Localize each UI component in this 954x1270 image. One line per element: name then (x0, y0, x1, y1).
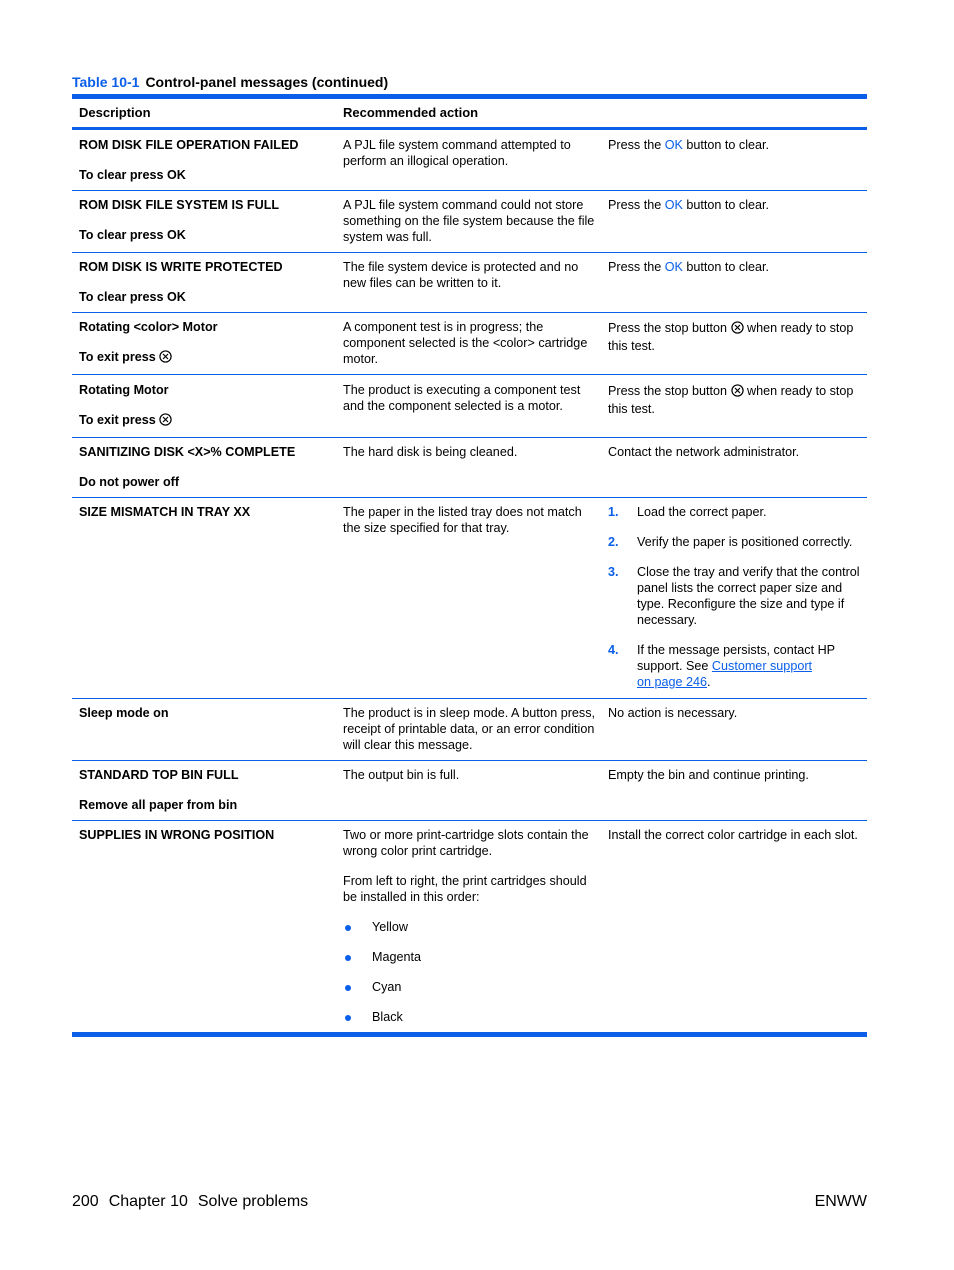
table-row (72, 497, 867, 699)
list-item: Magenta (343, 949, 599, 965)
action-cell: Press the stop button when ready to stop this test. (608, 321, 854, 353)
table-caption (72, 74, 388, 90)
explanation-cell: A PJL file system command could not store something on the file system because the file system was full. (343, 198, 595, 244)
table-row (72, 760, 867, 821)
list-item: 2. Verify the paper is positioned correctly. (608, 535, 853, 549)
message-subtext: To exit press (79, 412, 337, 428)
table-top-rule (72, 94, 867, 99)
list-item: Black (343, 1009, 599, 1025)
table-title: Control-panel messages (continued) (145, 74, 389, 90)
description-cell (79, 137, 337, 183)
message-subtext: Remove all paper from bin (79, 798, 238, 812)
message-subtext: To clear press OK (79, 168, 186, 182)
action-cell (608, 504, 864, 704)
description-cell (79, 197, 337, 243)
table-row (72, 820, 867, 1032)
action-cell: Contact the network administrator. (608, 445, 800, 459)
section-label: Solve problems (197, 1193, 309, 1210)
footer-code: ENWW (814, 1193, 867, 1210)
table-number: Table 10-1 (72, 74, 140, 90)
message-text: SANITIZING DISK <X>% COMPLETE (79, 445, 296, 459)
table-row (72, 252, 867, 313)
customer-support-link[interactable]: Customer support (711, 659, 813, 673)
description-cell (79, 444, 337, 490)
ok-button-label: OK (664, 198, 683, 212)
explanation-cell: The file system device is protected and no new files can be written to it. (343, 260, 579, 290)
cartridge-order-list (343, 919, 599, 1025)
message-text: SIZE MISMATCH IN TRAY XX (79, 505, 251, 519)
stop-button-icon (159, 350, 172, 363)
message-subtext: Do not power off (79, 475, 180, 489)
chapter-label: Chapter 10 (108, 1193, 188, 1210)
action-cell: Press the OK button to clear. (608, 198, 770, 212)
message-text: ROM DISK FILE OPERATION FAILED (79, 138, 299, 152)
message-subtext: To clear press OK (79, 228, 186, 242)
action-cell: Press the OK button to clear. (608, 138, 770, 152)
message-text: ROM DISK FILE SYSTEM IS FULL (79, 198, 280, 212)
bullet-icon (345, 1015, 351, 1021)
list-item: Cyan (343, 979, 599, 995)
message-text: SUPPLIES IN WRONG POSITION (79, 828, 275, 842)
stop-button-icon (731, 321, 744, 334)
description-cell (79, 504, 337, 520)
table-row (72, 698, 867, 761)
action-cell: Empty the bin and continue printing. (608, 768, 809, 782)
message-subtext: To clear press OK (79, 290, 186, 304)
message-text: Rotating <color> Motor (79, 320, 218, 334)
action-cell: Install the correct color cartridge in each slot. (608, 828, 858, 842)
list-item: 1. Load the correct paper. (608, 505, 767, 519)
ok-button-label: OK (664, 138, 683, 152)
header-description: Description (79, 105, 151, 120)
explanation-cell: The paper in the listed tray does not match the size specified for that tray. (343, 505, 582, 535)
description-cell (79, 319, 337, 365)
page-number: 200 (72, 1193, 99, 1210)
header-recommended-action: Recommended action (343, 105, 479, 120)
message-text: Rotating Motor (79, 383, 169, 397)
explanation-cell: The product is executing a component test and the component selected is a motor. (343, 383, 581, 413)
list-item: 4. If the message persists, contact HP support. See Customer support on page 246. (608, 643, 835, 689)
ok-button-label: OK (664, 260, 683, 274)
page-reference-link[interactable]: on page 246 (637, 675, 708, 689)
table-row (72, 437, 867, 498)
description-cell (79, 767, 337, 813)
action-cell: Press the OK button to clear. (608, 260, 770, 274)
table-row (72, 130, 867, 191)
explanation-cell: The hard disk is being cleaned. (343, 445, 518, 459)
table-bottom-rule (72, 1032, 867, 1037)
bullet-icon (345, 985, 351, 991)
explanation-cell: The output bin is full. (343, 768, 460, 782)
explanation-cell: A PJL file system command attempted to perform an illogical operation. (343, 138, 571, 168)
message-text: ROM DISK IS WRITE PROTECTED (79, 260, 283, 274)
message-subtext: To exit press (79, 349, 337, 365)
action-cell: No action is necessary. (608, 706, 738, 720)
table-row (72, 190, 867, 253)
explanation-cell: The product is in sleep mode. A button press, receipt of printable data, or an error condition will clear this message. (343, 706, 596, 752)
description-cell (79, 382, 337, 428)
bullet-icon (345, 925, 351, 931)
list-item: Yellow (343, 919, 599, 935)
page-footer (72, 1193, 318, 1211)
stop-button-icon (731, 384, 744, 397)
explanation-cell: A component test is in progress; the component selected is the <color> cartridge motor. (343, 320, 588, 366)
message-text: Sleep mode on (79, 706, 169, 720)
description-cell (79, 827, 337, 843)
stop-button-icon (159, 413, 172, 426)
steps-list (608, 504, 864, 690)
action-cell: Press the stop button when ready to stop this test. (608, 384, 854, 416)
description-cell (79, 259, 337, 305)
bullet-icon (345, 955, 351, 961)
list-item: 3. Close the tray and verify that the control panel lists the correct paper size and type. Reconfigure the size and type if necessary. (608, 565, 860, 627)
message-text: STANDARD TOP BIN FULL (79, 768, 239, 782)
explanation-cell: Two or more print-cartridge slots contain the wrong color print cartridge. From left to right, the print cartridges should be installed in this order: Yellow Magenta Cyan Black (343, 827, 599, 1039)
description-cell (79, 705, 337, 721)
table-row (72, 374, 867, 438)
table-row (72, 312, 867, 375)
